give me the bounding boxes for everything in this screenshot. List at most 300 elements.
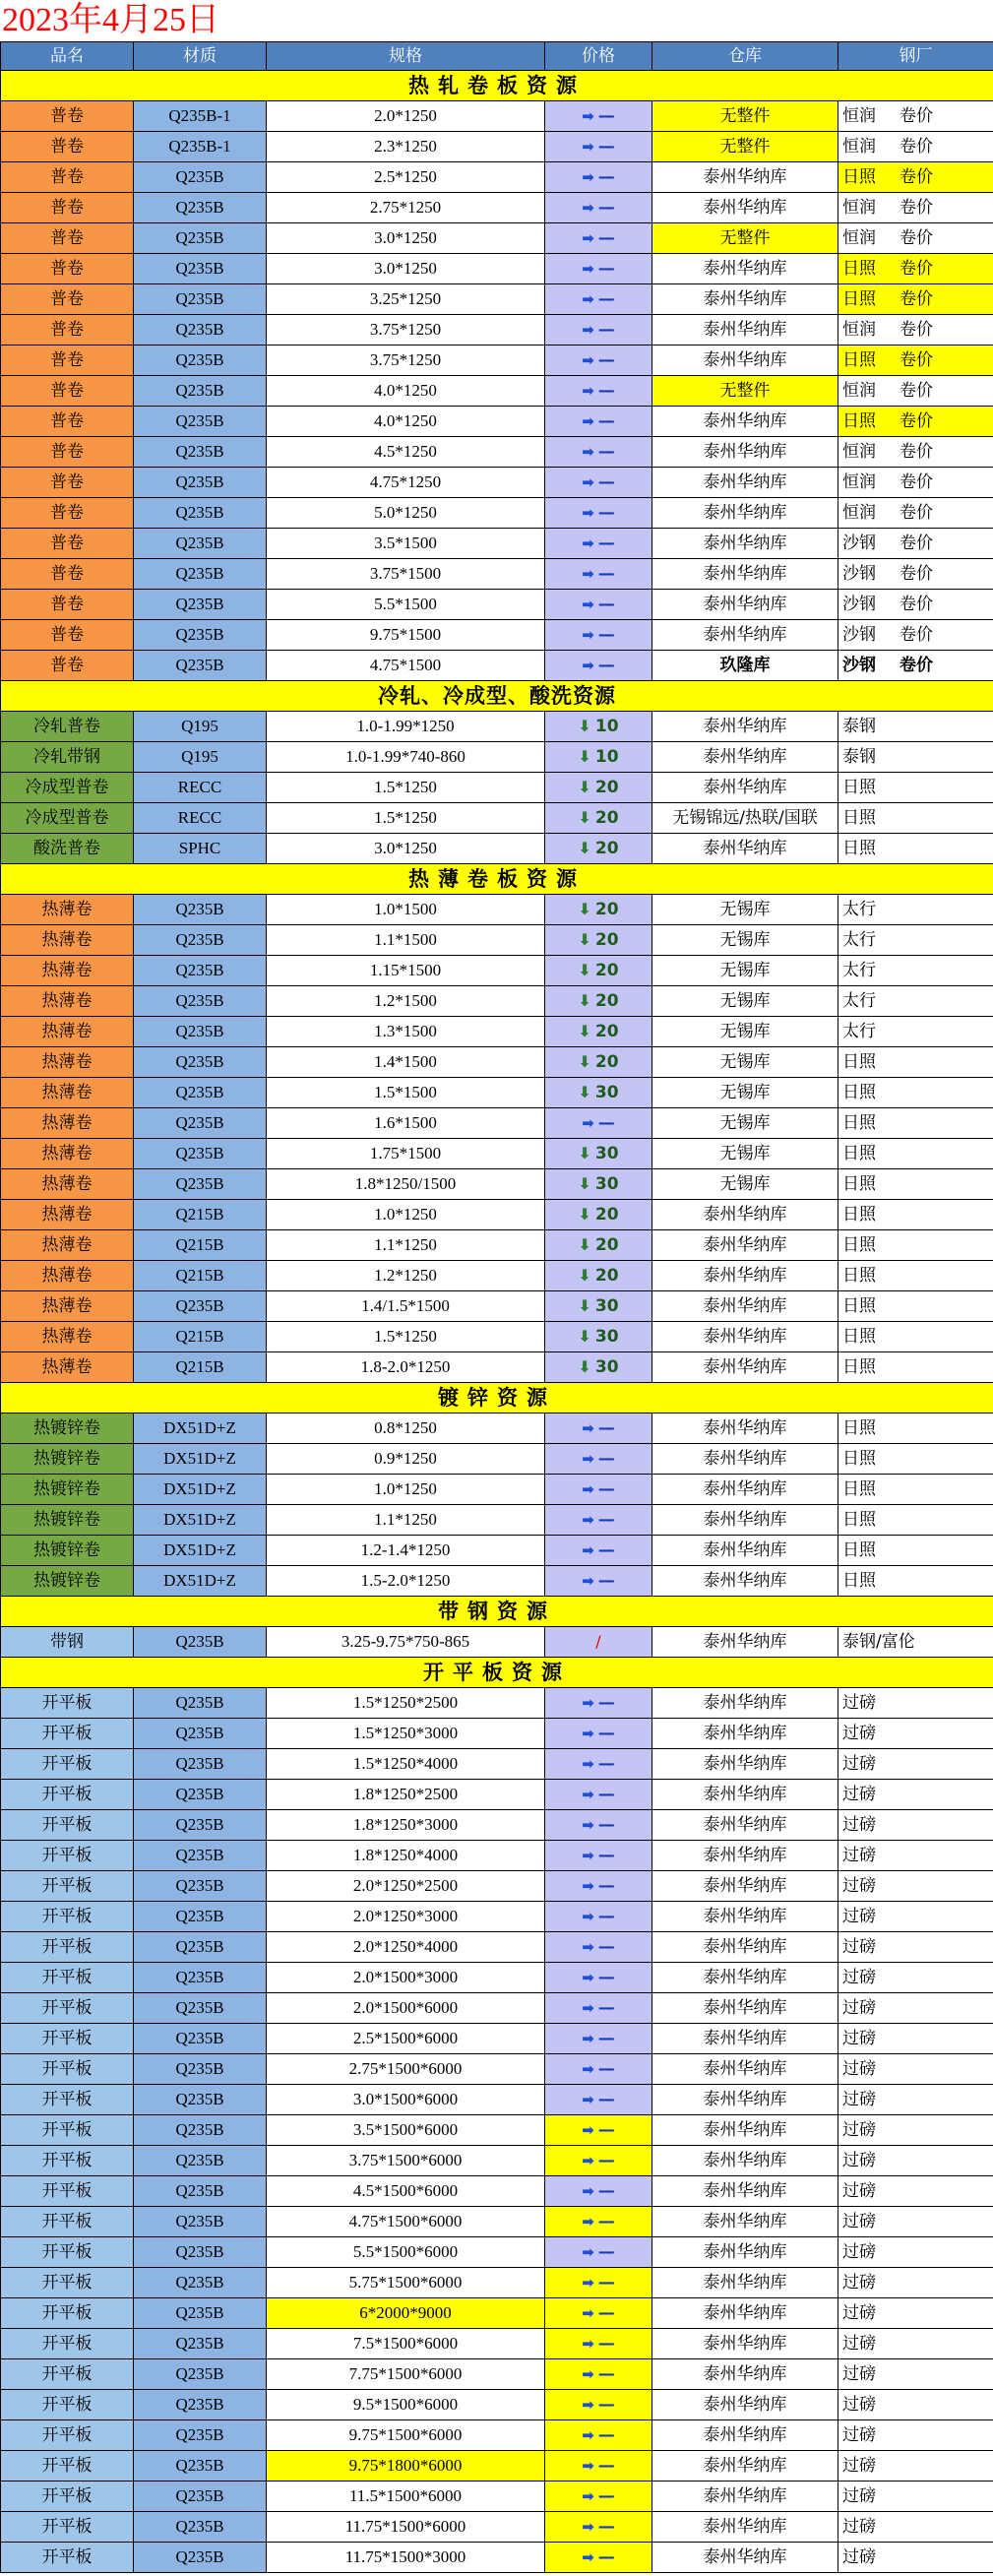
- cell-price: [545, 254, 652, 284]
- cell-spec: 1.3*1500: [267, 1017, 545, 1047]
- mill-name: 日照: [842, 778, 876, 797]
- price-change: —: [597, 442, 615, 462]
- table-row: [1, 529, 993, 559]
- mill-price-type: 卷价: [900, 289, 933, 309]
- arrow-right-icon: ➡: [582, 596, 594, 613]
- mill-name: 恒润: [842, 472, 876, 492]
- cell-mill: [838, 2420, 993, 2451]
- cell-material: Q235B: [134, 620, 267, 651]
- cell-material: Q235B: [134, 1108, 267, 1139]
- cell-price: [545, 620, 652, 651]
- arrow-right-icon: ➡: [582, 2304, 594, 2322]
- mill-name: 恒润: [842, 320, 876, 340]
- cell-price: [545, 284, 652, 315]
- cell-material: Q235B: [134, 895, 267, 925]
- cell-mill: [838, 773, 993, 803]
- cell-product-name: 普卷: [1, 468, 134, 498]
- table-row: [1, 1475, 993, 1505]
- cell-warehouse: 无锡库: [652, 1139, 838, 1169]
- cell-spec: 1.4/1.5*1500: [267, 1291, 545, 1322]
- cell-product-name: 带钢: [1, 1627, 134, 1658]
- cell-price: [545, 2512, 652, 2543]
- price-change: —: [597, 1785, 615, 1804]
- cell-mill: [838, 1902, 993, 1932]
- cell-price: [545, 1352, 652, 1383]
- price-change: —: [597, 1937, 615, 1957]
- cell-price: [545, 1200, 652, 1230]
- table-row: [1, 284, 993, 315]
- arrow-right-icon: ➡: [582, 260, 594, 278]
- mill-name: 日照: [842, 1235, 876, 1255]
- cell-price: [545, 1566, 652, 1597]
- cell-mill: [838, 1078, 993, 1108]
- cell-material: Q235B: [134, 2329, 267, 2359]
- cell-spec: 1.0*1500: [267, 895, 545, 925]
- cell-price: [545, 2359, 652, 2390]
- arrow-down-icon: ⬇: [578, 961, 591, 979]
- cell-product-name: 普卷: [1, 498, 134, 529]
- mill-name: 太行: [842, 1022, 876, 1041]
- cell-spec: 1.2*1250: [267, 1261, 545, 1291]
- mill-name: 过磅: [842, 1754, 876, 1774]
- mill-name: 日照: [842, 1266, 876, 1286]
- cell-mill: [838, 2085, 993, 2115]
- price-change: —: [597, 1998, 615, 2018]
- cell-material: DX51D+Z: [134, 1475, 267, 1505]
- price-change: —: [597, 259, 615, 279]
- cell-spec: 2.5*1250: [267, 162, 545, 193]
- mill-name: 日照: [842, 350, 876, 370]
- mill-name: 过磅: [842, 2059, 876, 2079]
- cell-spec: 1.8*1250*4000: [267, 1841, 545, 1871]
- cell-spec: 1.2-1.4*1250: [267, 1536, 545, 1566]
- cell-product-name: 开平板: [1, 2054, 134, 2085]
- cell-warehouse: 泰州华纳库: [652, 773, 838, 803]
- cell-material: Q235B: [134, 468, 267, 498]
- table-row: [1, 1322, 993, 1352]
- arrow-right-icon: ➡: [582, 1114, 594, 1132]
- arrow-right-icon: ➡: [582, 1938, 594, 1956]
- cell-warehouse: 泰州华纳库: [652, 284, 838, 315]
- cell-material: Q235B: [134, 162, 267, 193]
- arrow-down-icon: ⬇: [578, 1266, 591, 1285]
- mill-price-type: 卷价: [900, 564, 933, 584]
- cell-price: [545, 162, 652, 193]
- cell-mill: [838, 986, 993, 1017]
- cell-price: [545, 1963, 652, 1993]
- arrow-down-icon: ⬇: [578, 991, 591, 1010]
- cell-mill: [838, 1627, 993, 1658]
- header-material: 材质: [134, 42, 267, 71]
- cell-spec: 1.5*1500: [267, 1078, 545, 1108]
- cell-price: [545, 407, 652, 437]
- table-row: [1, 2512, 993, 2543]
- arrow-right-icon: ➡: [582, 565, 594, 583]
- cell-price: [545, 773, 652, 803]
- cell-price: [545, 193, 652, 223]
- table-row: [1, 407, 993, 437]
- cell-warehouse: 泰州华纳库: [652, 1322, 838, 1352]
- table-row: [1, 559, 993, 590]
- cell-warehouse: 泰州华纳库: [652, 1352, 838, 1383]
- cell-price: [545, 2176, 652, 2207]
- price-change: —: [597, 1113, 615, 1133]
- cell-price: [545, 315, 652, 346]
- table-row: [1, 2024, 993, 2054]
- cell-spec: 1.1*1250: [267, 1230, 545, 1261]
- cell-price: [545, 2420, 652, 2451]
- arrow-right-icon: ➡: [582, 534, 594, 552]
- price-change: —: [597, 2303, 615, 2323]
- mill-name: 日照: [842, 1449, 876, 1469]
- cell-price: [545, 1169, 652, 1200]
- mill-price-type: 卷价: [900, 534, 933, 553]
- arrow-right-icon: ➡: [582, 1419, 594, 1437]
- cell-warehouse: 泰州华纳库: [652, 1200, 838, 1230]
- cell-spec: 1.0*1250: [267, 1475, 545, 1505]
- section-header-row: [1, 1383, 993, 1414]
- cell-mill: [838, 193, 993, 223]
- cell-spec: 4.0*1250: [267, 376, 545, 407]
- price-change: —: [597, 2456, 615, 2476]
- cell-material: Q235B: [134, 590, 267, 620]
- table-row: [1, 1047, 993, 1078]
- arrow-right-icon: ➡: [582, 2335, 594, 2353]
- cell-spec: 5.5*1500*6000: [267, 2237, 545, 2268]
- table-row: [1, 1719, 993, 1749]
- section-header-row: [1, 681, 993, 712]
- cell-product-name: 热薄卷: [1, 1169, 134, 1200]
- price-change: —: [597, 289, 615, 309]
- arrow-right-icon: ➡: [582, 626, 594, 644]
- cell-warehouse: 泰州华纳库: [652, 193, 838, 223]
- cell-spec: 1.5*1250: [267, 773, 545, 803]
- cell-material: Q235B: [134, 2146, 267, 2176]
- cell-product-name: 普卷: [1, 254, 134, 284]
- cell-material: Q235B: [134, 2512, 267, 2543]
- arrow-right-icon: ➡: [582, 443, 594, 461]
- cell-material: Q235B: [134, 437, 267, 468]
- cell-mill: [838, 223, 993, 254]
- cell-price: [545, 2451, 652, 2482]
- cell-warehouse: 泰州华纳库: [652, 2329, 838, 2359]
- mill-name: 日照: [842, 1540, 876, 1560]
- table-row: [1, 1536, 993, 1566]
- price-change: —: [597, 625, 615, 645]
- cell-product-name: 普卷: [1, 529, 134, 559]
- price-change: —: [597, 228, 615, 248]
- cell-material: Q235B: [134, 346, 267, 376]
- cell-price: [545, 437, 652, 468]
- cell-warehouse: 无整件: [652, 132, 838, 162]
- arrow-right-icon: ➡: [582, 2243, 594, 2261]
- mill-price-type: 卷价: [900, 625, 933, 645]
- cell-warehouse: 泰州华纳库: [652, 590, 838, 620]
- cell-product-name: 开平板: [1, 2512, 134, 2543]
- cell-warehouse: 无整件: [652, 223, 838, 254]
- mill-name: 泰钢: [842, 747, 876, 767]
- cell-material: Q235B: [134, 2390, 267, 2420]
- cell-material: Q235B: [134, 986, 267, 1017]
- price-change: 20: [594, 808, 619, 828]
- mill-name: 沙钢: [842, 625, 876, 645]
- cell-product-name: 开平板: [1, 1841, 134, 1871]
- table-row: [1, 1261, 993, 1291]
- price-change: —: [597, 2517, 615, 2537]
- cell-material: Q235B: [134, 2482, 267, 2512]
- cell-mill: [838, 2054, 993, 2085]
- mill-price-type: 卷价: [900, 656, 933, 675]
- mill-name: 过磅: [842, 2273, 876, 2293]
- cell-warehouse: 泰州华纳库: [652, 1566, 838, 1597]
- table-row: [1, 1902, 993, 1932]
- cell-price: [545, 2207, 652, 2237]
- price-change: —: [597, 2486, 615, 2506]
- price-change: —: [597, 2090, 615, 2109]
- mill-price-type: 卷价: [900, 106, 933, 126]
- arrow-right-icon: ➡: [582, 2030, 594, 2047]
- table-row: [1, 315, 993, 346]
- cell-warehouse: 泰州华纳库: [652, 620, 838, 651]
- cell-material: DX51D+Z: [134, 1536, 267, 1566]
- price-change: 20: [594, 1235, 619, 1255]
- cell-price: [545, 1871, 652, 1902]
- cell-mill: [838, 1444, 993, 1475]
- cell-price: [545, 1932, 652, 1963]
- cell-warehouse: 泰州华纳库: [652, 2237, 838, 2268]
- mill-name: 日照: [842, 808, 876, 828]
- cell-mill: [838, 1932, 993, 1963]
- price-change: —: [597, 1876, 615, 1896]
- table-row: [1, 1505, 993, 1536]
- arrow-down-icon: ⬇: [578, 1144, 591, 1162]
- cell-spec: 2.5*1500*6000: [267, 2024, 545, 2054]
- cell-mill: [838, 1719, 993, 1749]
- cell-material: Q215B: [134, 1322, 267, 1352]
- cell-material: Q235B: [134, 559, 267, 590]
- cell-warehouse: 泰州华纳库: [652, 1719, 838, 1749]
- cell-material: Q235B: [134, 2085, 267, 2115]
- table-row: [1, 742, 993, 773]
- cell-price: [545, 1810, 652, 1841]
- table-row: [1, 1932, 993, 1963]
- cell-spec: 1.1*1500: [267, 925, 545, 956]
- cell-mill: [838, 1291, 993, 1322]
- cell-spec: 9.5*1500*6000: [267, 2390, 545, 2420]
- price-change: 20: [594, 1266, 619, 1286]
- cell-material: Q235B: [134, 1078, 267, 1108]
- price-table: [0, 41, 993, 2573]
- table-row: [1, 101, 993, 132]
- cell-price: [545, 1749, 652, 1780]
- cell-mill: [838, 162, 993, 193]
- mill-price-type: 卷价: [900, 411, 933, 431]
- cell-material: Q235B: [134, 1902, 267, 1932]
- mill-name: 过磅: [842, 2212, 876, 2231]
- cell-product-name: 普卷: [1, 437, 134, 468]
- table-row: [1, 254, 993, 284]
- cell-material: Q235B: [134, 2420, 267, 2451]
- table-row: [1, 1963, 993, 1993]
- cell-price: [545, 1505, 652, 1536]
- arrow-right-icon: ➡: [582, 2426, 594, 2444]
- arrow-right-icon: ➡: [582, 1847, 594, 1864]
- cell-material: Q195: [134, 742, 267, 773]
- cell-material: Q235B: [134, 1963, 267, 1993]
- cell-price: [545, 1627, 652, 1658]
- price-change: —: [597, 534, 615, 553]
- cell-price: [545, 2146, 652, 2176]
- cell-material: Q235B: [134, 1780, 267, 1810]
- cell-spec: 1.8-2.0*1250: [267, 1352, 545, 1383]
- price-change: —: [597, 137, 615, 157]
- mill-name: 日照: [842, 1296, 876, 1316]
- cell-spec: 3.0*1250: [267, 254, 545, 284]
- mill-name: 恒润: [842, 228, 876, 248]
- price-change: —: [597, 2547, 615, 2567]
- arrow-down-icon: ⬇: [578, 1174, 591, 1193]
- cell-mill: [838, 1108, 993, 1139]
- table-row: [1, 2298, 993, 2329]
- cell-product-name: 普卷: [1, 651, 134, 681]
- cell-mill: [838, 1505, 993, 1536]
- mill-name: 日照: [842, 289, 876, 309]
- table-row: [1, 2359, 993, 2390]
- cell-mill: [838, 1963, 993, 1993]
- cell-material: Q235B: [134, 925, 267, 956]
- cell-material: Q235B: [134, 2359, 267, 2390]
- cell-product-name: 冷成型普卷: [1, 773, 134, 803]
- price-change: 30: [594, 1327, 619, 1347]
- cell-price: [545, 2390, 652, 2420]
- cell-product-name: 热镀锌卷: [1, 1475, 134, 1505]
- cell-product-name: 开平板: [1, 2329, 134, 2359]
- mill-name: 太行: [842, 930, 876, 950]
- cell-mill: [838, 2329, 993, 2359]
- cell-warehouse: 泰州华纳库: [652, 2359, 838, 2390]
- cell-mill: [838, 2146, 993, 2176]
- cell-product-name: 普卷: [1, 101, 134, 132]
- cell-mill: [838, 742, 993, 773]
- cell-material: SPHC: [134, 834, 267, 864]
- cell-material: Q235B: [134, 529, 267, 559]
- cell-price: [545, 2298, 652, 2329]
- price-change: —: [597, 564, 615, 584]
- arrow-down-icon: ⬇: [578, 1327, 591, 1346]
- cell-material: Q215B: [134, 1200, 267, 1230]
- mill-name: 恒润: [842, 198, 876, 218]
- cell-spec: 3.25*1250: [267, 284, 545, 315]
- cell-warehouse: 泰州华纳库: [652, 1505, 838, 1536]
- cell-product-name: 开平板: [1, 2207, 134, 2237]
- mill-price-type: 卷价: [900, 381, 933, 401]
- table-row: [1, 498, 993, 529]
- cell-mill: [838, 2359, 993, 2390]
- table-row: [1, 1108, 993, 1139]
- cell-spec: 1.5*1250*2500: [267, 1688, 545, 1719]
- arrow-right-icon: ➡: [582, 412, 594, 430]
- price-change: —: [597, 320, 615, 340]
- cell-mill: [838, 2237, 993, 2268]
- arrow-down-icon: ⬇: [578, 1296, 591, 1315]
- cell-price: [545, 2024, 652, 2054]
- cell-spec: 1.0-1.99*740-860: [267, 742, 545, 773]
- cell-material: Q235B: [134, 1169, 267, 1200]
- cell-mill: [838, 834, 993, 864]
- cell-material: Q235B: [134, 956, 267, 986]
- cell-material: Q235B: [134, 1841, 267, 1871]
- table-row: [1, 712, 993, 742]
- sheet-title: 2023年4月25日: [2, 2, 219, 38]
- table-row: [1, 162, 993, 193]
- cell-mill: [838, 1780, 993, 1810]
- cell-mill: [838, 956, 993, 986]
- arrow-down-icon: ⬇: [578, 930, 591, 949]
- cell-warehouse: 无锡库: [652, 925, 838, 956]
- cell-material: Q235B: [134, 2268, 267, 2298]
- cell-mill: [838, 712, 993, 742]
- cell-spec: 2.75*1250: [267, 193, 545, 223]
- arrow-right-icon: ➡: [582, 1816, 594, 1834]
- cell-mill: [838, 437, 993, 468]
- cell-mill: [838, 1688, 993, 1719]
- cell-warehouse: 泰州华纳库: [652, 162, 838, 193]
- arrow-right-icon: ➡: [582, 2365, 594, 2383]
- arrow-right-icon: ➡: [582, 1541, 594, 1559]
- cell-material: Q235B: [134, 1688, 267, 1719]
- table-row: [1, 1871, 993, 1902]
- mill-name: 日照: [842, 1144, 876, 1163]
- cell-warehouse: 泰州华纳库: [652, 712, 838, 742]
- price-change: 30: [594, 1296, 619, 1316]
- table-row: [1, 1139, 993, 1169]
- cell-mill: [838, 1414, 993, 1444]
- table-row: [1, 132, 993, 162]
- cell-mill: [838, 895, 993, 925]
- cell-product-name: 热薄卷: [1, 1108, 134, 1139]
- table-row: [1, 1414, 993, 1444]
- price-change: —: [597, 2181, 615, 2201]
- arrow-right-icon: ➡: [582, 2152, 594, 2169]
- price-change: 20: [594, 1052, 619, 1072]
- cell-price: [545, 986, 652, 1017]
- cell-price: [545, 1536, 652, 1566]
- cell-mill: [838, 2543, 993, 2573]
- cell-mill: [838, 407, 993, 437]
- arrow-down-icon: ⬇: [578, 717, 591, 735]
- cell-product-name: 开平板: [1, 2176, 134, 2207]
- cell-price: [545, 468, 652, 498]
- cell-product-name: 开平板: [1, 2298, 134, 2329]
- cell-warehouse: 泰州华纳库: [652, 1688, 838, 1719]
- price-change: —: [597, 1693, 615, 1713]
- cell-product-name: 开平板: [1, 2237, 134, 2268]
- mill-price-type: 卷价: [900, 137, 933, 157]
- cell-warehouse: 泰州华纳库: [652, 1841, 838, 1871]
- cell-spec: 1.8*1250*2500: [267, 1780, 545, 1810]
- cell-spec: 11.75*1500*3000: [267, 2543, 545, 2573]
- mill-name: 过磅: [842, 1724, 876, 1743]
- arrow-right-icon: ➡: [582, 2060, 594, 2078]
- cell-warehouse: 泰州华纳库: [652, 2451, 838, 2482]
- price-change: —: [597, 1815, 615, 1835]
- cell-spec: 2.0*1250*3000: [267, 1902, 545, 1932]
- cell-product-name: 开平板: [1, 2543, 134, 2573]
- arrow-right-icon: ➡: [582, 138, 594, 156]
- mill-price-type: 卷价: [900, 350, 933, 370]
- table-row: [1, 1566, 993, 1597]
- table-row: [1, 1841, 993, 1871]
